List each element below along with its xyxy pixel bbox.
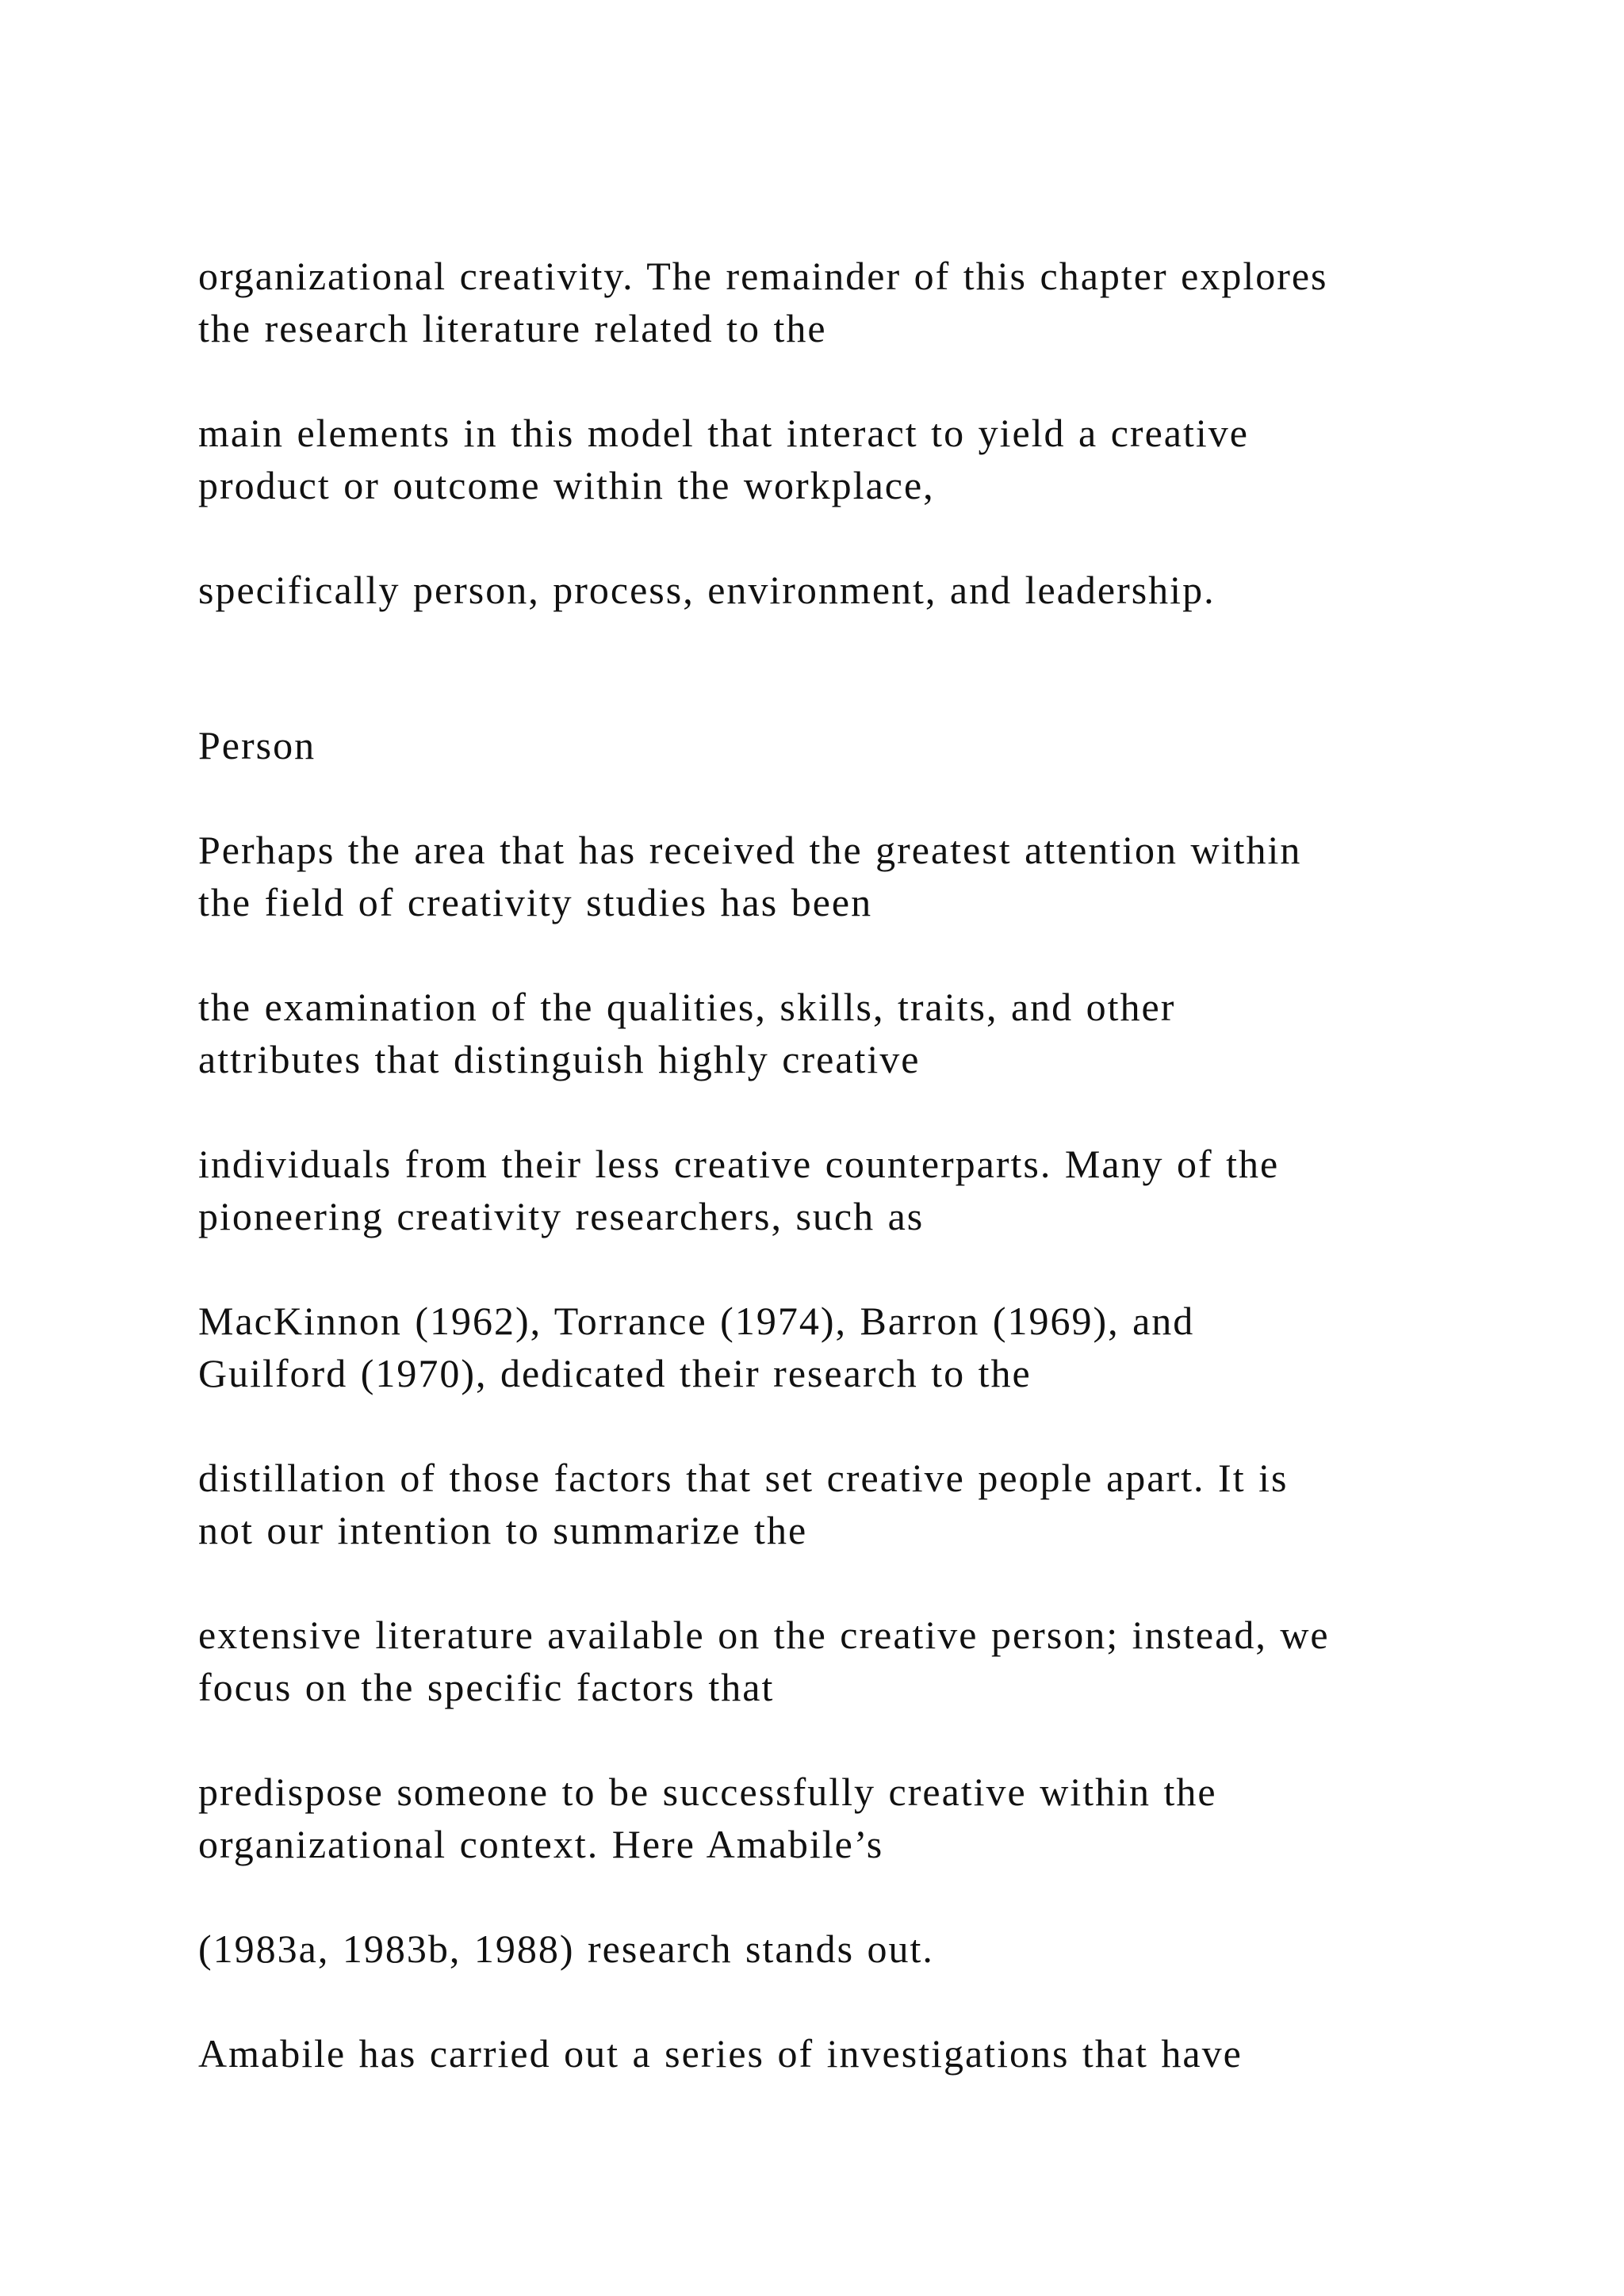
- text-line: not our intention to summarize the: [198, 1508, 808, 1552]
- text-line: predispose someone to be successfully creative within the: [198, 1770, 1217, 1814]
- text-line: pioneering creativity researchers, such as: [198, 1194, 925, 1238]
- text-line: product or outcome within the workplace,: [198, 463, 935, 507]
- text-line: main elements in this model that interact to yield a creative: [198, 411, 1249, 455]
- text-line: Perhaps the area that has received the greatest attention within: [198, 828, 1302, 872]
- text-line: the research literature related to the: [198, 306, 827, 350]
- text-line: MacKinnon (1962), Torrance (1974), Barron (1969), and: [198, 1299, 1195, 1343]
- text-line: (1983a, 1983b, 1988) research stands out.: [198, 1927, 934, 1971]
- text-line: extensive literature available on the creative person; instead, we: [198, 1613, 1330, 1657]
- text-line: organizational context. Here Amabile’s: [198, 1822, 884, 1866]
- text-line: organizational creativity. The remainder of this chapter explores: [198, 254, 1328, 298]
- section-heading: Person: [198, 723, 316, 767]
- text-line: individuals from their less creative counterparts. Many of the: [198, 1142, 1280, 1186]
- text-line: focus on the specific factors that: [198, 1665, 775, 1709]
- text-line: distillation of those factors that set creative people apart. It is: [198, 1456, 1289, 1500]
- text-line: attributes that distinguish highly creative: [198, 1037, 921, 1081]
- text-line: the field of creativity studies has been: [198, 880, 873, 924]
- text-line: specifically person, process, environment, and leadership.: [198, 568, 1216, 612]
- text-line: the examination of the qualities, skills, traits, and other: [198, 985, 1176, 1029]
- text-line: Amabile has carried out a series of investigations that have: [198, 2031, 1243, 2076]
- text-line: Guilford (1970), dedicated their research to the: [198, 1351, 1032, 1395]
